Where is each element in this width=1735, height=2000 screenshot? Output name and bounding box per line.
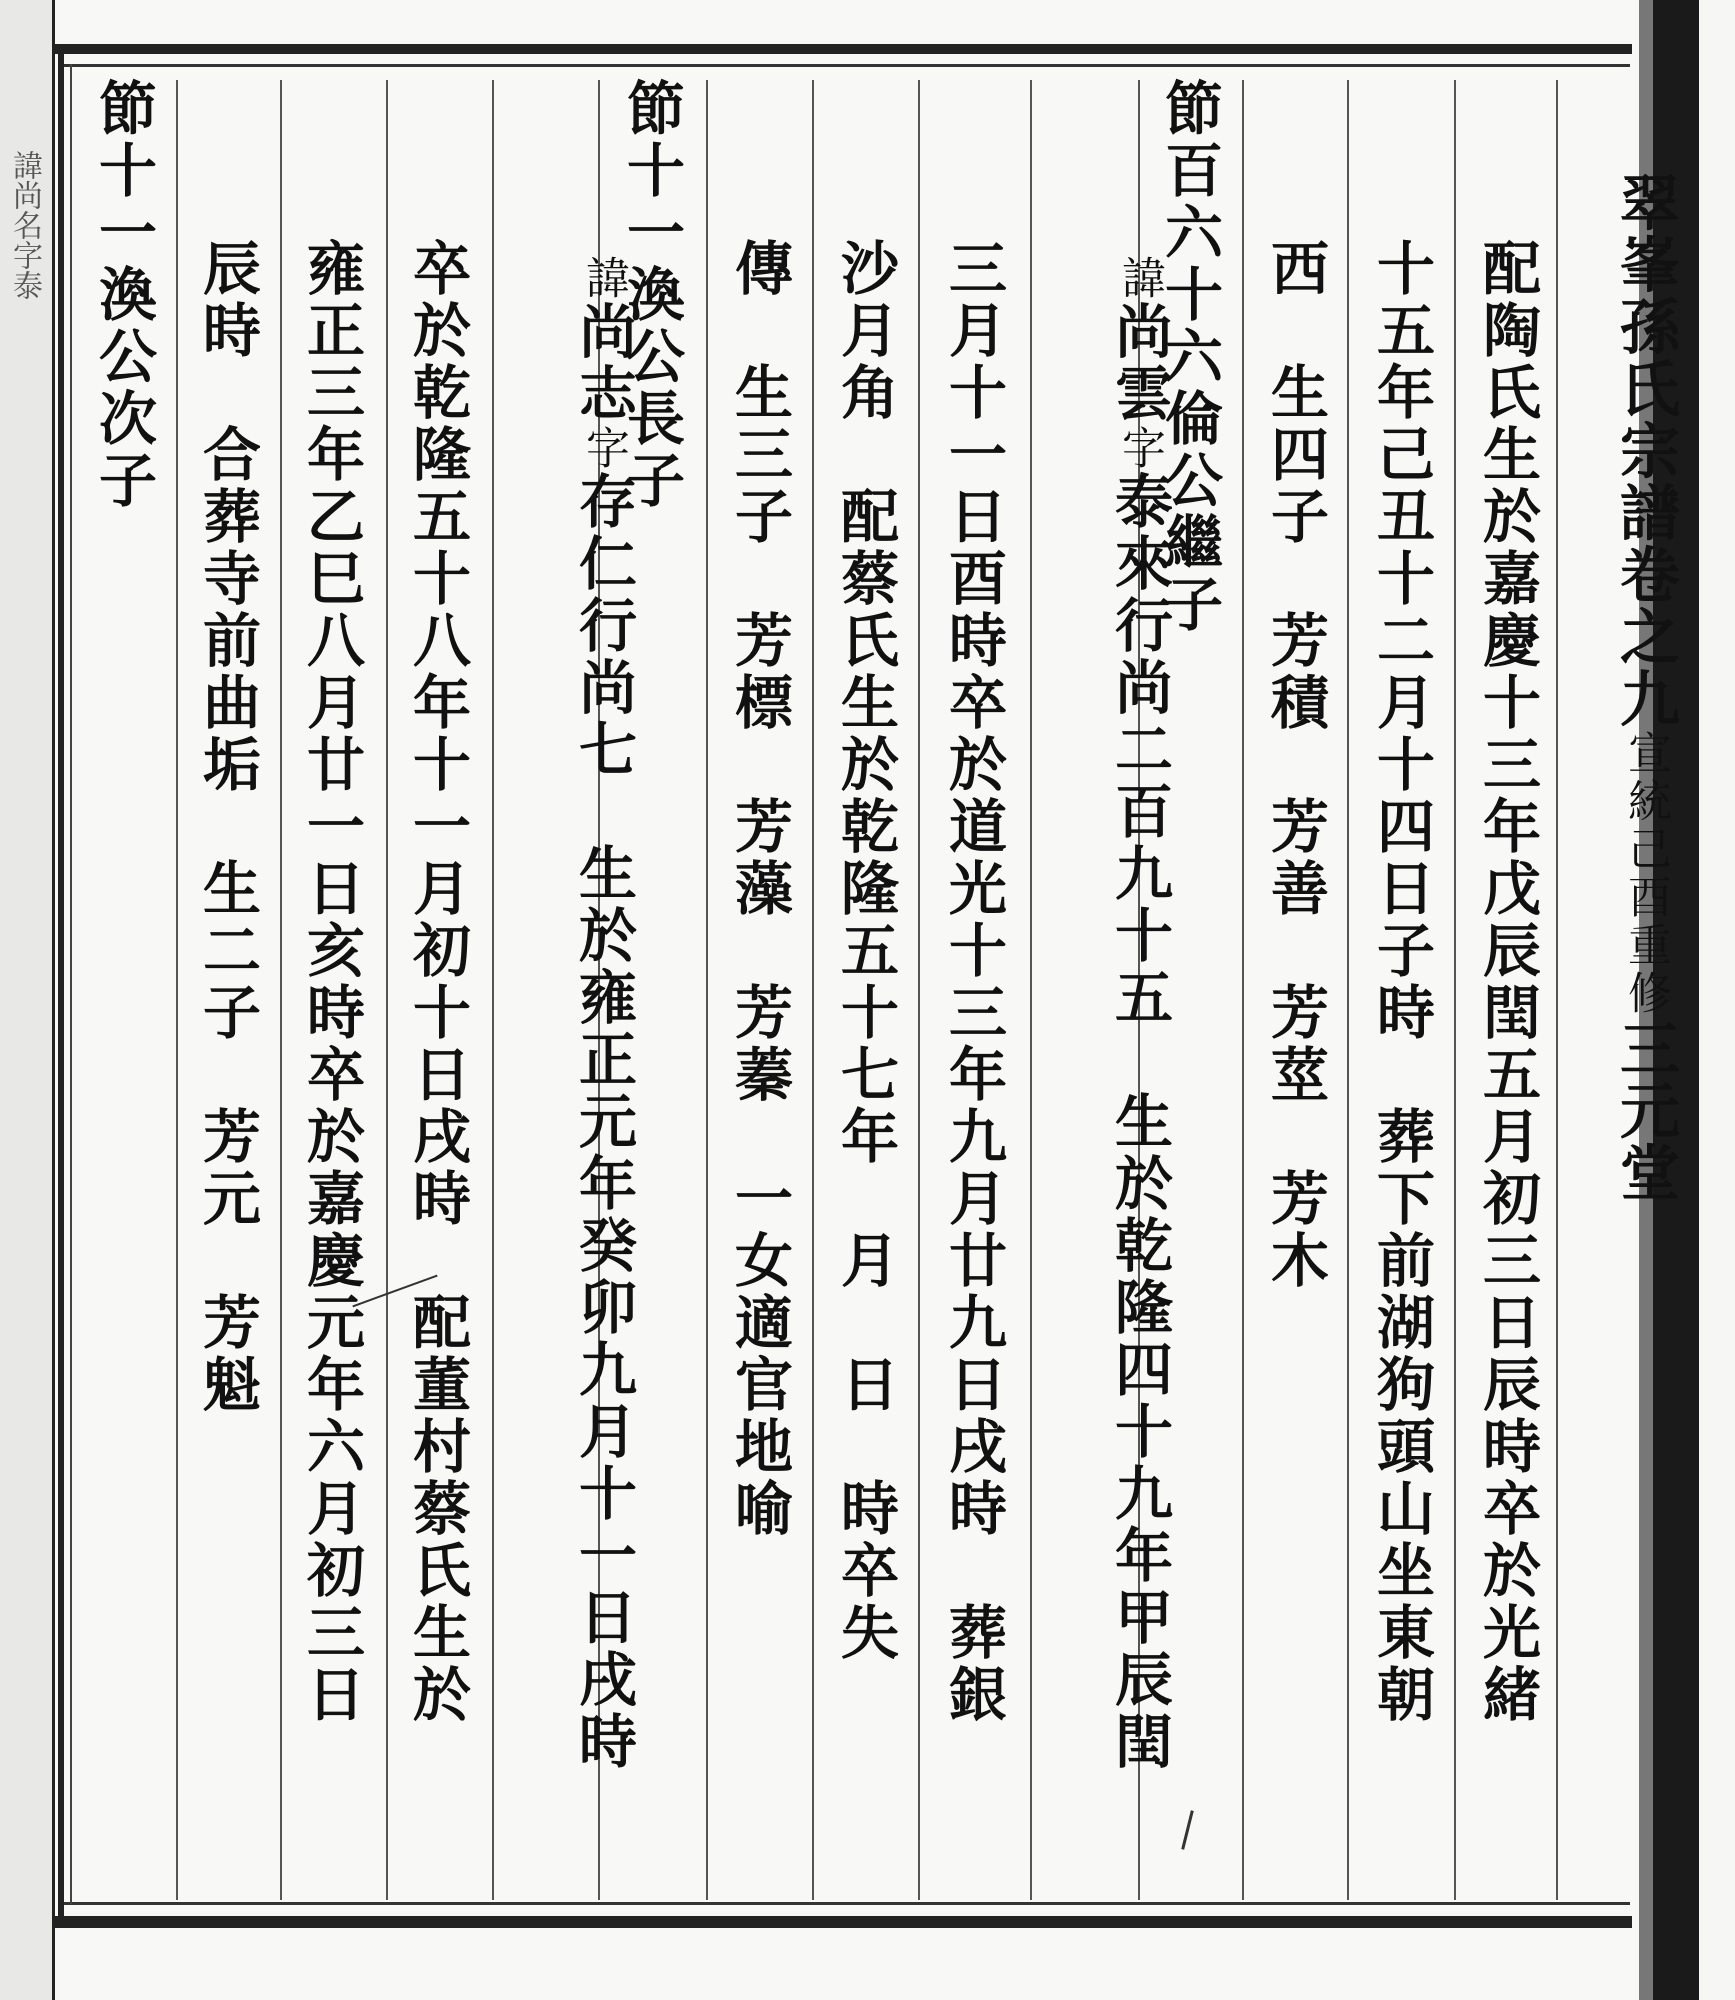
column-rule <box>706 80 708 1900</box>
frame-top-border <box>52 44 1632 54</box>
frame-left-inner-border <box>70 64 72 1904</box>
column-rule <box>1347 80 1349 1900</box>
text-column-8: 傳 生三子 芳標 芳藻 芳蓁 一女適官地喻 <box>725 238 793 1540</box>
column-rule <box>280 80 282 1900</box>
column-rule <box>1030 80 1032 1900</box>
given-name: 尚志 <box>569 300 637 425</box>
courtesy-marker: 字 <box>578 424 629 471</box>
text-column-5 <box>1052 78 1226 1908</box>
name-marker: 諱 <box>578 254 629 301</box>
hall-name: 三元堂 <box>1610 1017 1680 1204</box>
text-column-2: 十五年己丑十二月十四日子時 葬下前湖狗頭山坐東朝 <box>1367 238 1435 1726</box>
section-heading-2: 節十一渙公長子 <box>617 78 685 512</box>
text-column-6: 三月十一日酉時卒於道光十三年九月廿九日戌時 葬銀 <box>939 238 1007 1726</box>
text-column-12: 雍正三年乙巳八月廿一日亥時卒於嘉慶元年六月初三日 <box>297 238 365 1726</box>
section-heading-1: 節百六十六倫公繼子 <box>1155 78 1223 636</box>
column-rule <box>1454 80 1456 1900</box>
frame-bottom-border <box>52 1916 1632 1928</box>
previous-page-fragment: 諱尚名字泰 <box>7 150 42 300</box>
courtesy-marker: 字 <box>1114 424 1165 471</box>
given-name: 尚雲 <box>1105 300 1173 425</box>
previous-page-edge <box>0 0 55 2000</box>
frame-left-border <box>58 44 64 1928</box>
column-rule <box>918 80 920 1900</box>
column-rule <box>176 80 178 1900</box>
name-marker: 諱 <box>1114 254 1165 301</box>
text-column-11: 卒於乾隆五十八年十一月初十日戌時 配董村蔡氏生於 <box>403 238 471 1726</box>
frame-top-inner-border <box>60 64 1630 67</box>
entry-details: 存仁行尚七 生於雍正元年癸卯九月十一日戌時 <box>569 470 637 1773</box>
text-column-7: 沙月角 配蔡氏生於乾隆五十七年 月 日 時卒失 <box>831 238 899 1664</box>
text-column-1: 配陶氏生於嘉慶十三年戊辰閏五月初三日辰時卒於光緒 <box>1473 238 1541 1726</box>
column-rule <box>386 80 388 1900</box>
book-title: 翠峯孫氏宗譜 <box>1610 171 1680 544</box>
text-column-10 <box>516 78 690 1908</box>
page-header-column <box>1555 80 1735 1910</box>
section-heading-3: 節十一渙公次子 <box>89 78 157 512</box>
entry-details: 泰來行尚二百九十五 生於乾隆四十九年甲辰閏 <box>1105 470 1173 1773</box>
volume-label: 卷之九 <box>1610 543 1680 730</box>
text-column-3: 西 生四子 芳積 芳善 芳莖 芳木 <box>1261 238 1329 1292</box>
column-rule <box>492 80 494 1900</box>
edition-note: 宣統己酉重修 <box>1620 729 1671 1018</box>
column-rule <box>1242 80 1244 1900</box>
column-rule <box>812 80 814 1900</box>
text-column-13: 辰時 合葬寺前曲垢 生二子 芳元 芳魁 <box>193 238 261 1416</box>
